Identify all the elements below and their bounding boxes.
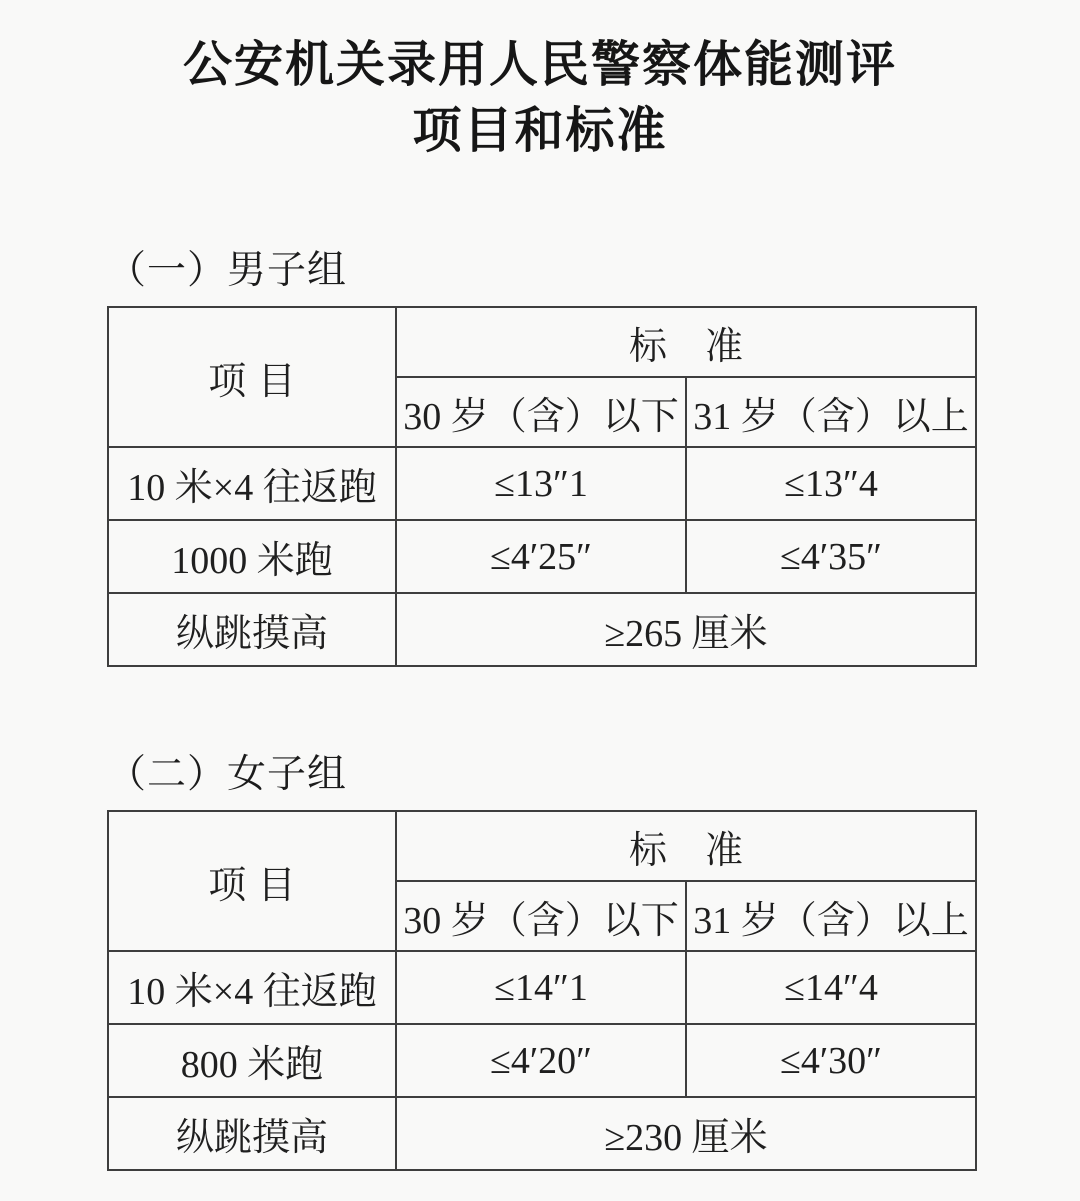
table-row [108, 951, 976, 1024]
section-heading-women: （二）女子组 [107, 753, 348, 797]
item-cell: 10 米×4 往返跑 [108, 951, 396, 1024]
standards-table-men [107, 306, 977, 667]
value-cell: ≤4′30″ [686, 1024, 976, 1097]
value-cell: ≤14″1 [396, 951, 686, 1024]
item-cell: 纵跳摸高 [108, 1097, 396, 1170]
item-cell: 800 米跑 [108, 1024, 396, 1097]
standard-header-cell: 标 准 [396, 307, 976, 377]
section-heading-men: （一）男子组 [107, 249, 348, 293]
value-cell: ≤13″4 [686, 447, 976, 520]
value-cell: ≤4′20″ [396, 1024, 686, 1097]
value-cell: ≤4′35″ [686, 520, 976, 593]
page-title-line2: 项目和标准 [412, 102, 668, 158]
item-header-cell: 项目 [108, 811, 396, 951]
page-title-line1: 公安机关录用人民警察体能测评 [182, 37, 897, 92]
table-row [108, 593, 976, 666]
age-column-header-over31: 31 岁（含）以上 [686, 881, 976, 951]
merged-value-cell: ≥265 厘米 [396, 593, 976, 666]
age-column-header-over31: 31 岁（含）以上 [686, 377, 976, 447]
item-cell: 1000 米跑 [108, 520, 396, 593]
table-row [108, 1024, 976, 1097]
age-column-header-under30: 30 岁（含）以下 [396, 377, 686, 447]
table-row [108, 447, 976, 520]
standard-header-cell: 标 准 [396, 811, 976, 881]
document-body [107, 249, 977, 1171]
table-row [108, 520, 976, 593]
merged-value-cell: ≥230 厘米 [396, 1097, 976, 1170]
age-column-header-under30: 30 岁（含）以下 [396, 881, 686, 951]
value-cell: ≤14″4 [686, 951, 976, 1024]
item-header-cell: 项目 [108, 307, 396, 447]
value-cell: ≤13″1 [396, 447, 686, 520]
table-row [108, 811, 976, 881]
table-row [108, 1097, 976, 1170]
item-cell: 纵跳摸高 [108, 593, 396, 666]
value-cell: ≤4′25″ [396, 520, 686, 593]
standards-table-women [107, 810, 977, 1171]
item-cell: 10 米×4 往返跑 [108, 447, 396, 520]
table-row [108, 307, 976, 377]
page-title [0, 32, 1080, 163]
